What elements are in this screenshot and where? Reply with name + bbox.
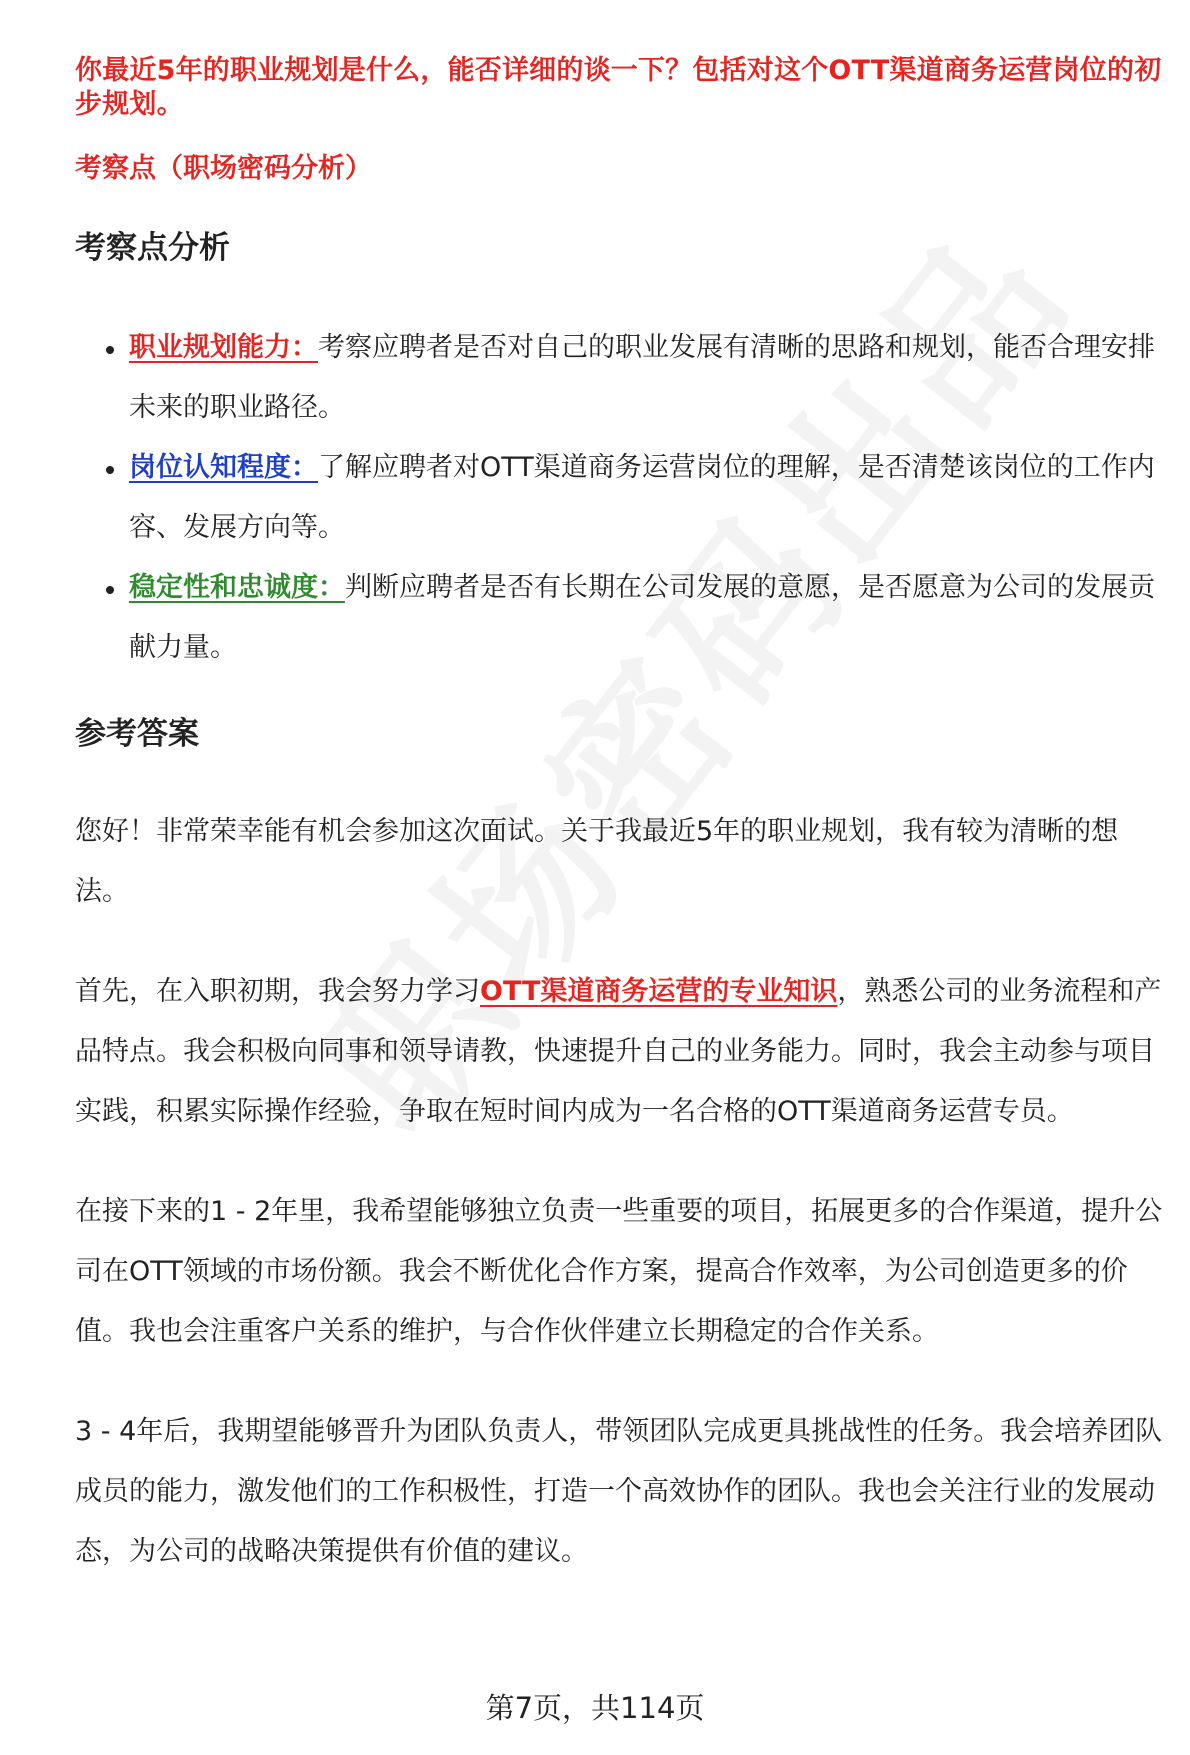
paragraph-text: ，熟悉公司的业务流程和产品特点。我会积极向同事和领导请教，快速提升自己的业务能力。同时，我会主动参与项目实践，积累实际操作经验，争取在短时间内成为一名合格的OTT渠道商务运营专员。 [75, 976, 1162, 1127]
analysis-point [75, 558, 1165, 678]
point-key: 职业规划能力： [129, 332, 318, 363]
point-text: 了解应聘者对OTT渠道商务运营岗位的理解，是否清楚该岗位的工作内容、发展方向等。 [129, 452, 1155, 543]
paragraph-text: 首先，在入职初期，我会努力学习 [75, 976, 480, 1007]
answer-paragraph: 在接下来的1 - 2年里，我希望能够独立负责一些重要的项目，拓展更多的合作渠道，提升公司在OTT领域的市场份额。我会不断优化合作方案，提高合作效率，为公司创造更多的价值。我也会注重客户关系的维护，与合作伙伴建立长期稳定的合作关系。 [75, 1196, 1163, 1347]
answer-paragraph: 3 - 4年后，我期望能够晋升为团队负责人，带领团队完成更具挑战性的任务。我会培养团队成员的能力，激发他们的工作积极性，打造一个高效协作的团队。我也会关注行业的发展动态，为公司的战略决策提供有价值的建议。 [75, 1416, 1163, 1567]
point-key: 岗位认知程度： [129, 452, 318, 483]
answer-paragraph: 您好！非常荣幸能有机会参加这次面试。关于我最近5年的职业规划，我有较为清晰的想法。 [75, 816, 1119, 907]
analysis-subhead: 考察点（职场密码分析） [75, 153, 372, 184]
analysis-heading: 考察点分析 [75, 230, 230, 266]
point-text: 判断应聘者是否有长期在公司发展的意愿，是否愿意为公司的发展贡献力量。 [129, 572, 1155, 663]
answer-paragraph [75, 962, 1165, 1142]
point-text: 考察应聘者是否对自己的职业发展有清晰的思路和规划，能否合理安排未来的职业路径。 [129, 332, 1155, 423]
content [75, 54, 1165, 1582]
answer-heading: 参考答案 [75, 716, 199, 752]
highlighted-phrase: OTT渠道商务运营的专业知识 [480, 976, 838, 1007]
analysis-point [75, 438, 1165, 558]
point-key: 稳定性和忠诚度： [129, 572, 345, 603]
page-number: 第7页，共114页 [485, 1691, 705, 1725]
analysis-point [75, 318, 1165, 438]
analysis-points-list [75, 318, 1165, 678]
question-title: 你最近5年的职业规划是什么，能否详细的谈一下？包括对这个OTT渠道商务运营岗位的初步规划。 [75, 55, 1162, 120]
